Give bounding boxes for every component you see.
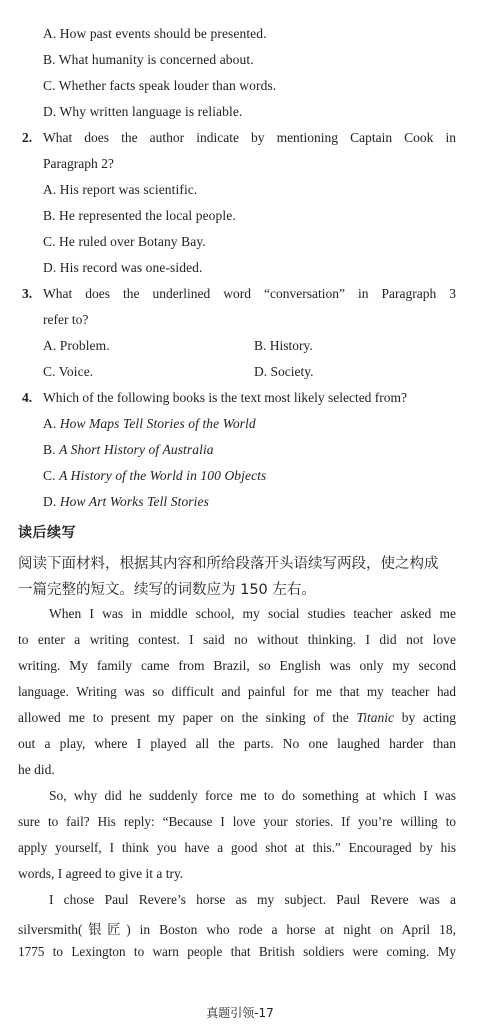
q3-option-c: C. Voice.	[43, 364, 94, 379]
q2-stem-line2: Paragraph 2?	[43, 156, 114, 171]
line-text: sure to fail? His reply: “Because I love your stories. If you’re willing to	[18, 814, 456, 829]
q4-option-c-title: A History of the World in 100 Objects	[59, 468, 267, 483]
instruction-line2: 一篇完整的短文。续写的词数应为 150 左右。	[18, 582, 316, 598]
q1-option-d: D. Why written language is reliable.	[43, 104, 243, 119]
line-text: out a play, where I played all the parts. No one laughed harder than	[18, 736, 456, 751]
line-text: language. Writing was so difficult and painful for me that my teacher had	[18, 684, 456, 699]
q4-option-b-title: A Short History of Australia	[59, 442, 214, 457]
q2-option-b: B. He represented the local people.	[43, 208, 236, 223]
passage-p2-line4: words, I agreed to give it a try.	[18, 866, 184, 881]
q3-option-b: B. History.	[254, 338, 313, 353]
line-text: silversmith(银匠) in Boston who rode a horse at night on April 18,	[18, 922, 456, 937]
passage-p1-line7: he did.	[18, 762, 55, 777]
passage-p3-line2	[18, 918, 456, 938]
q2-option-c: C. He ruled over Botany Bay.	[43, 234, 206, 249]
line-text: So, why did he suddenly force me to do something at which I was	[49, 788, 456, 803]
q4-number: 4.	[22, 390, 33, 405]
q1-option-b: B. What humanity is concerned about.	[43, 52, 254, 67]
q4-option-d-letter: D.	[43, 494, 57, 509]
q2-stem-text: What does the author indicate by mentioning Captain Cook in	[43, 130, 456, 145]
q4-option-b	[43, 442, 214, 458]
q2-stem-line1	[43, 130, 456, 146]
q4-option-d	[43, 494, 209, 510]
page-footer: 真题引领-17	[206, 1006, 274, 1020]
line-text-before: allowed me to present my paper on the sinking of the	[18, 710, 349, 725]
line-text-after: by acting	[401, 710, 456, 725]
q3-number: 3.	[22, 286, 33, 301]
q1-option-c: C. Whether facts speak louder than words.	[43, 78, 277, 93]
passage-p1-line4	[18, 684, 456, 700]
line-text: apply yourself, I think you have a good shot at this.” Encouraged by his	[18, 840, 456, 855]
q4-option-c-letter: C.	[43, 468, 56, 483]
q3-stem-text: What does the underlined word “conversation” in Paragraph 3	[43, 286, 456, 301]
q3-option-a: A. Problem.	[43, 338, 110, 353]
line-text: When I was in middle school, my social studies teacher asked me	[49, 606, 456, 621]
passage-p2-line3	[18, 840, 456, 856]
q3-stem-line2: refer to?	[43, 312, 89, 327]
q4-option-a	[43, 416, 256, 432]
titanic-italic: Titanic	[356, 710, 395, 725]
passage-p2-line2	[18, 814, 456, 830]
q1-option-a: A. How past events should be presented.	[43, 26, 267, 41]
passage-p1-line5	[18, 710, 456, 726]
q2-number: 2.	[22, 130, 33, 145]
line-text: I chose Paul Revere’s horse as my subject. Paul Revere was a	[49, 892, 456, 907]
passage-p2-line1	[49, 788, 456, 804]
passage-p3-line3	[18, 944, 456, 960]
q4-option-d-title: How Art Works Tell Stories	[59, 494, 209, 509]
line-text: writing. My family came from Brazil, so English was only my second	[18, 658, 456, 673]
passage-p1-line1	[49, 606, 456, 622]
passage-p1-line2	[18, 632, 456, 648]
line-text-mixed	[18, 710, 456, 726]
instruction-line1: 阅读下面材料，根据其内容和所给段落开头语续写两段，使之构成	[18, 556, 439, 572]
q4-option-a-letter: A.	[43, 416, 57, 431]
q3-stem-line1	[43, 286, 456, 302]
q3-option-d: D. Society.	[254, 364, 314, 379]
q4-option-b-letter: B.	[43, 442, 56, 457]
section-heading: 读后续写	[18, 525, 76, 541]
q4-option-c	[43, 468, 266, 484]
passage-p1-line6	[18, 736, 456, 752]
passage-p3-line1	[49, 892, 456, 908]
q4-option-a-title: How Maps Tell Stories of the World	[59, 416, 256, 431]
line-text: to enter a writing contest. I said no without thinking. I did not love	[18, 632, 456, 647]
q4-stem: Which of the following books is the text most likely selected from?	[43, 390, 408, 405]
passage-p1-line3	[18, 658, 456, 674]
line-text: 1775 to Lexington to warn people that British soldiers were coming. My	[18, 944, 456, 959]
q2-option-a: A. His report was scientific.	[43, 182, 198, 197]
q2-option-d: D. His record was one-sided.	[43, 260, 203, 275]
